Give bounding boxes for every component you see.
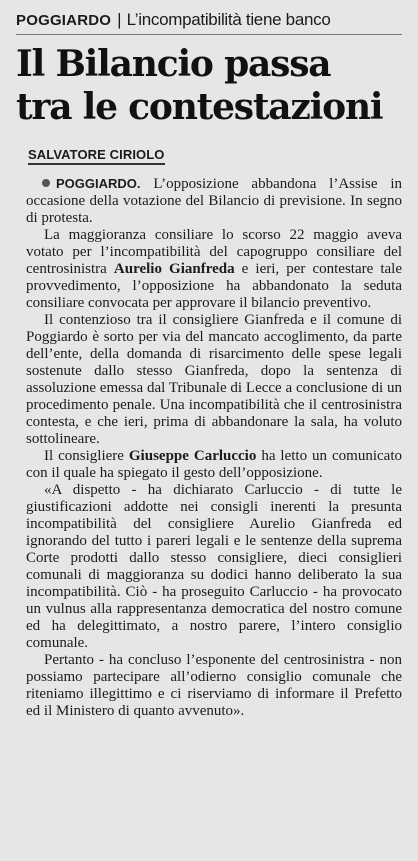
person-name-carluccio: Giuseppe Carluccio	[128, 448, 257, 464]
rubric-separator: |	[117, 10, 122, 29]
paragraph-1-text: L’opposizione abbandona l’Assise in occasione della votazione del Bilancio di previsione. In segno di protesta.	[26, 176, 402, 226]
paragraph-4-text-a: Il consigliere	[44, 448, 129, 464]
person-name-gianfreda: Aurelio Gianfreda	[113, 261, 235, 277]
bullet-icon	[42, 179, 50, 187]
paragraph-3: Il contenzioso tra il consigliere Gianfreda e il comune di Poggiardo è sorto per via del mancato accoglimento, da parte dell’ente, della domanda di risarcimento delle spese legali sostenute dallo stesso Gianfreda, dopo la sentenza di assoluzione emessa dal Tribunale di Lecce a conclusione di un procedimento penale. Una incompatibilità che il centrosinistra contesta, e che ieri, prima di abbandonare la sala, ha voluto sottolineare.	[26, 312, 402, 447]
section-rubric	[16, 10, 402, 35]
rubric-place: POGGIARDO	[16, 12, 112, 29]
paragraph-4-text-b: ha letto un comunicato con il quale ha spiegato il gesto dell’opposizione.	[26, 448, 402, 481]
paragraph-2-text-b: e ieri, per contestare tale provvedimento, l’opposizione ha abbandonato la seduta consiliare convocata per approvare il bilancio preventivo.	[26, 261, 402, 311]
headline-line-2: tra le contestazioni	[16, 86, 383, 128]
headline-line-1: Il Bilancio passa	[16, 43, 331, 85]
paragraph-5: «A dispetto - ha dichiarato Carluccio - di tutte le giustificazioni addotte nei consigli inerenti la presunta incompatibilità del consigliere Aurelio Gianfreda ed ignorando del tutto i pareri legali e le sentenze della suprema Corte prodotti dallo stesso consigliere, dieci consiglieri comunali di maggioranza su dodici hanno deliberato la sua incompatibilità. Ciò - ha proseguito Carluccio - ha provocato un vulnus alla rappresentanza democratica del nostro comune ed ha delegittimato, a nostro parere, l’intero consiglio comunale.	[26, 482, 402, 651]
paragraph-2-text-a: La maggioranza consiliare lo scorso 22 maggio aveva votato per l’incompatibilità del capogruppo consiliare del centrosinistra	[26, 227, 402, 277]
paragraph-4	[26, 448, 402, 482]
article-body	[16, 175, 402, 720]
dateline: POGGIARDO.	[56, 176, 141, 191]
byline: SALVATORE CIRIOLO	[28, 147, 165, 165]
paragraph-6: Pertanto - ha concluso l’esponente del centrosinistra - non possiamo partecipare all’odierno consiglio comunale che riteniamo illegittimo e ci riserviamo di informare il Prefetto ed il Ministero di quanto avvenuto».	[26, 652, 402, 719]
paragraph-2	[26, 227, 402, 312]
rubric-topic: L’incompatibilità tiene banco	[126, 10, 331, 29]
paragraph-1	[26, 175, 402, 227]
headline	[16, 43, 402, 129]
